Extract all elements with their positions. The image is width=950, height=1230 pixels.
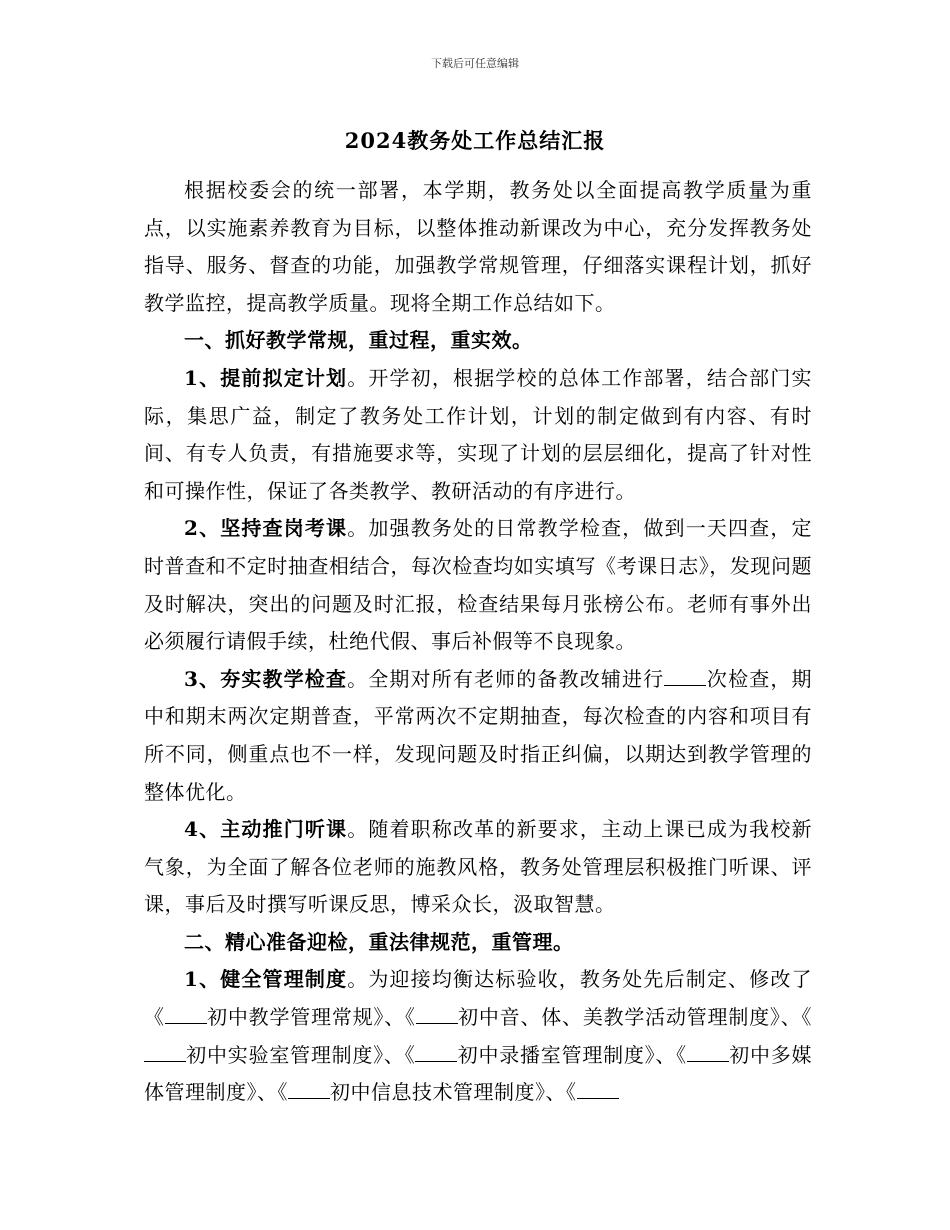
paragraph-lead: 3、夯实教学检查: [184, 666, 348, 691]
paragraph-text: 。随着职称改革的新要求，主动上课已成为我校新气象，为全面了解各位老师的施教风格，教务处管理层积极推门听课、评课，事后及时撰写听课反思，博采众长，汲取智慧。: [144, 817, 813, 917]
fill-blank: [288, 1080, 330, 1099]
paragraph-lead: 4、主动推门听课: [184, 817, 348, 842]
paragraph-1-2: [144, 510, 812, 660]
paragraph-text: 初中教学管理常规》、《: [206, 1005, 416, 1030]
paragraph-2-1: [144, 961, 812, 1111]
paragraph-text: 初中实验室管理制度》、《: [186, 1042, 416, 1067]
fill-blank: [687, 1043, 729, 1062]
paragraph-text: 。为迎接均衡达标验收，教务处先后制定、修改了《: [144, 967, 813, 1030]
fill-blank: [416, 1005, 458, 1024]
fill-blank: [664, 667, 706, 686]
paragraph-1-3: [144, 661, 812, 811]
paragraph-text: 初中信息技术管理制度》、《: [330, 1080, 577, 1105]
paragraph-text: 初中音、体、美教学活动管理制度》、《: [457, 1005, 813, 1030]
paragraph-1-1: [144, 360, 812, 510]
intro-paragraph: 根据校委会的统一部署，本学期，教务处以全面提高教学质量为重点，以实施素养教育为目标，以整体推动新课改为中心，充分发挥教务处指导、服务、督查的功能，加强教学常规管理，仔细落实课程计划，抓好教学监控，提高教学质量。现将全期工作总结如下。: [144, 178, 812, 315]
paragraph-text: 初中多媒体管理制度》、《: [144, 1042, 813, 1105]
paragraph-1-4: [144, 811, 812, 924]
paragraph-text: 次检查，期中和期末两次定期普查，平常两次不定期抽查，每次检查的内容和项目有所不同，侧重点也不一样，发现问题及时指正纠偏，以期达到教学管理的整体优化。: [144, 666, 813, 804]
fill-blank: [415, 1043, 457, 1062]
fill-blank: [165, 1005, 207, 1024]
section-heading-2: 二、精心准备迎检，重法律规范，重管理。: [184, 929, 574, 954]
paragraph-text: 。加强教务处的日常教学检查，做到一天四查，定时普查和不定时抽查相结合，每次检查均如实填写《考课日志》，发现问题及时解决，突出的问题及时汇报，检查结果每月张榜公布。老师有事外出必须履行请假手续，杜绝代假、事后补假等不良现象。: [144, 516, 813, 654]
paragraph-text: 。全期对所有老师的备教改辅进行: [347, 666, 665, 691]
paragraph-text: 初中录播室管理制度》、《: [457, 1042, 687, 1067]
section-heading-1: 一、抓好教学常规，重过程，重实效。: [184, 328, 533, 353]
download-note: 下载后可任意编辑: [431, 57, 519, 70]
document-body: [144, 172, 812, 1112]
paragraph-lead: 1、健全管理制度: [184, 967, 348, 992]
fill-blank: [144, 1043, 186, 1062]
document-title: 2024教务处工作总结汇报: [344, 128, 606, 153]
paragraph-text: 。开学初，根据学校的总体工作部署，结合部门实际，集思广益，制定了教务处工作计划，计划的制定做到有内容、有时间、有专人负责，有措施要求等，实现了计划的层层细化，提高了针对性和可操作性，保证了各类教学、教研活动的有序进行。: [144, 365, 813, 503]
fill-blank: [577, 1080, 619, 1099]
paragraph-lead: 2、坚持查岗考课: [184, 516, 348, 541]
paragraph-lead: 1、提前拟定计划: [184, 365, 348, 390]
